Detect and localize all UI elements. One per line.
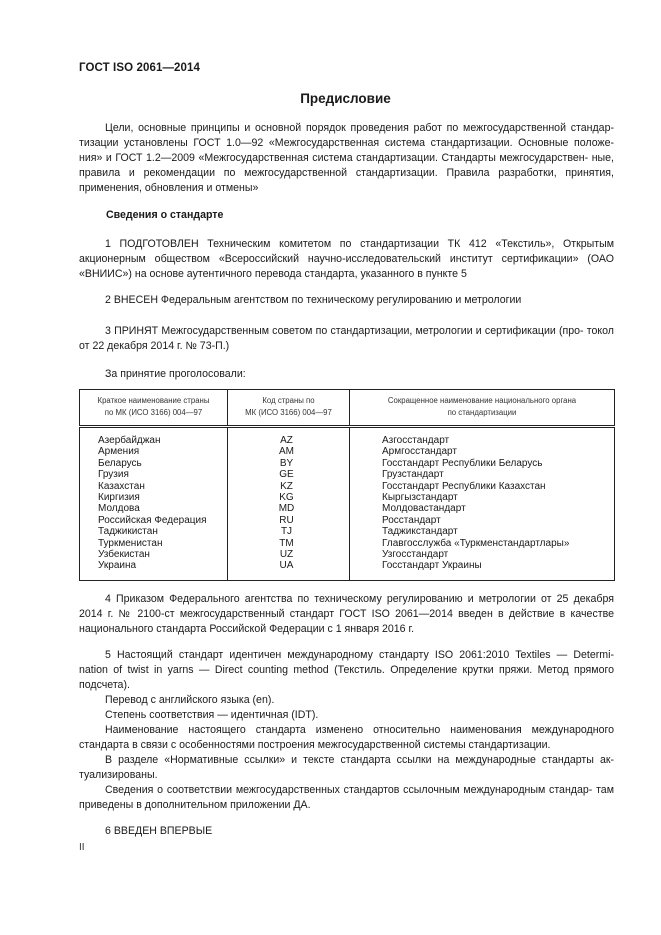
country-name: Российская Федерация <box>98 514 207 526</box>
country-code: KG <box>279 492 294 504</box>
item-5-line: подсчета). <box>79 679 130 691</box>
standards-body: Росстандарт <box>382 514 441 526</box>
item-1-line: акционерным обществом «Всероссийский научно-исследовательский институт сертификации» (ОАО <box>79 253 614 265</box>
item-3-line: токол от 22 декабря 2014 г. № 73-П.) <box>79 325 614 352</box>
column-header-body: Сокращенное наименование национального органа по стандартизации <box>350 390 615 427</box>
appendix-line: там приведены в дополнительном приложении ДА. <box>79 784 614 811</box>
item-6-paragraph <box>79 824 614 839</box>
code-column <box>228 427 350 581</box>
intro-line: тизации установлены ГОСТ 1.0—92 «Межгосударственная система стандартизации. Основные положе- <box>79 137 614 149</box>
name-change-paragraph <box>79 723 614 753</box>
item-1-paragraph <box>79 237 614 282</box>
column-header-country: Краткое наименование страны по МК (ИСО 3166) 004—97 <box>80 390 228 427</box>
conformity-text: Степень соответствия — идентичная (IDT). <box>105 709 319 721</box>
item-5-line: nation of twist in yarns — Direct counting method (Текстиль. Определение крутки пряжи. Метод прямого <box>79 664 614 676</box>
country-name: Казахстан <box>98 480 145 492</box>
standards-body: Азгосстандарт <box>382 435 450 446</box>
voting-table <box>79 389 615 581</box>
country-code: KZ <box>280 480 293 492</box>
standard-code: ГОСТ ISO 2061—2014 <box>79 62 201 74</box>
item-3-paragraph <box>79 324 614 354</box>
country-name: Молдова <box>98 503 140 515</box>
item-1-line: «ВНИИС») на основе аутентичного перевода стандарта, указанного в пункте 5 <box>79 268 467 280</box>
country-code: TM <box>279 537 294 549</box>
item-3-line: 3 ПРИНЯТ Межгосударственным советом по стандартизации, метрологии и сертификации (про- <box>105 325 584 337</box>
standards-body: Кыргызстандарт <box>382 492 458 504</box>
intro-line: Цели, основные принципы и основной порядок проведения работ по межгосударственной стандар- <box>105 122 614 134</box>
conformity-note <box>79 708 614 723</box>
item-5-line: 5 Настоящий стандарт идентичен международному стандарту ISO 2061:2010 Textiles — Determi- <box>105 649 614 661</box>
standards-body: Госстандарт Республики Казахстан <box>382 480 546 492</box>
country-column <box>80 427 228 581</box>
page-number: II <box>79 842 85 853</box>
translation-text: Перевод с английского языка (en). <box>105 694 275 706</box>
item-5-paragraph <box>79 648 614 693</box>
country-code: AM <box>279 446 294 458</box>
table-body-row <box>80 427 615 581</box>
page-title: Предисловие <box>300 91 391 106</box>
references-line: В разделе «Нормативные ссылки» и тексте стандарта ссылки на международные стандарты ак- <box>105 754 614 766</box>
standards-body: Госстандарт Республики Беларусь <box>382 457 543 469</box>
appendix-line: Сведения о соответствии межгосударственных стандартов ссылочным международным стандар- <box>105 784 593 796</box>
country-name: Азербайджан <box>98 435 161 446</box>
intro-line: ния» и ГОСТ 1.2—2009 «Межгосударственная система стандартизации. Стандарты межгосударствен- <box>79 152 589 164</box>
country-name: Киргизия <box>98 492 140 504</box>
item-4-line: национального стандарта Российской Федерации с 1 января 2016 г. <box>79 623 415 635</box>
country-name: Беларусь <box>98 457 142 469</box>
country-code: UZ <box>279 549 294 561</box>
translation-note <box>79 693 614 708</box>
country-name: Грузия <box>98 469 129 481</box>
references-line: туализированы. <box>79 769 158 781</box>
intro-line: применения, обновления и отмены» <box>79 182 259 194</box>
country-name: Узбекистан <box>98 549 150 561</box>
country-code: TJ <box>280 526 293 538</box>
standards-body: Таджикстандарт <box>382 526 458 538</box>
country-code: MD <box>278 503 295 515</box>
standards-body: Армгосстандарт <box>382 446 457 458</box>
body-column <box>350 427 615 581</box>
voted-label-text: За принятие проголосовали: <box>105 368 246 380</box>
item-1-line: 1 ПОДГОТОВЛЕН Техническим комитетом по стандартизации ТК 412 «Текстиль», Открытым <box>105 238 614 250</box>
item-2-paragraph <box>79 293 614 308</box>
standards-body: Грузстандарт <box>382 469 444 481</box>
standards-body: Госстандарт Украины <box>382 560 482 572</box>
standards-body: Молдовастандарт <box>382 503 466 515</box>
item-6-text: 6 ВВЕДЕН ВПЕРВЫЕ <box>105 825 213 837</box>
voted-label <box>79 367 614 382</box>
country-name: Таджикистан <box>98 526 158 538</box>
standards-body: Главгосслужба «Туркменстандартлары» <box>382 537 570 549</box>
country-name: Армения <box>98 446 140 458</box>
country-code: BY <box>279 457 294 469</box>
country-code: UA <box>279 560 294 572</box>
item-4-paragraph <box>79 592 614 637</box>
country-code: GE <box>279 469 294 481</box>
item-4-line: 4 Приказом Федерального агентства по техническому регулированию и метрологии от 25 декабря <box>105 593 614 605</box>
item-4-line: 2014 г. № 2100-ст межгосударственный стандарт ГОСТ ISO 2061—2014 введен в действие в качестве <box>79 608 614 620</box>
country-code: AZ <box>280 435 293 446</box>
intro-line: ные, правила и рекомендации по межгосударственной стандартизации. Правила разработки, принятия, <box>79 152 614 179</box>
references-paragraph <box>79 753 614 783</box>
name-change-line: стандарта в связи с особенностями построения межгосударственной системы стандартизации. <box>79 739 551 751</box>
intro-paragraph <box>79 121 614 196</box>
table-header-row <box>80 390 615 427</box>
country-name: Туркменистан <box>98 537 163 549</box>
name-change-line: Наименование настоящего стандарта изменено относительно наименования международного <box>105 724 614 736</box>
item-2-text: 2 ВНЕСЕН Федеральным агентством по техническому регулированию и метрологии <box>105 294 522 306</box>
country-code: RU <box>279 514 294 526</box>
column-header-code: Код страны по МК (ИСО 3166) 004—97 <box>228 390 350 427</box>
country-name: Украина <box>98 560 137 572</box>
standards-body: Узгосстандарт <box>382 549 449 561</box>
appendix-paragraph <box>79 783 614 813</box>
section-title: Сведения о стандарте <box>106 209 224 221</box>
